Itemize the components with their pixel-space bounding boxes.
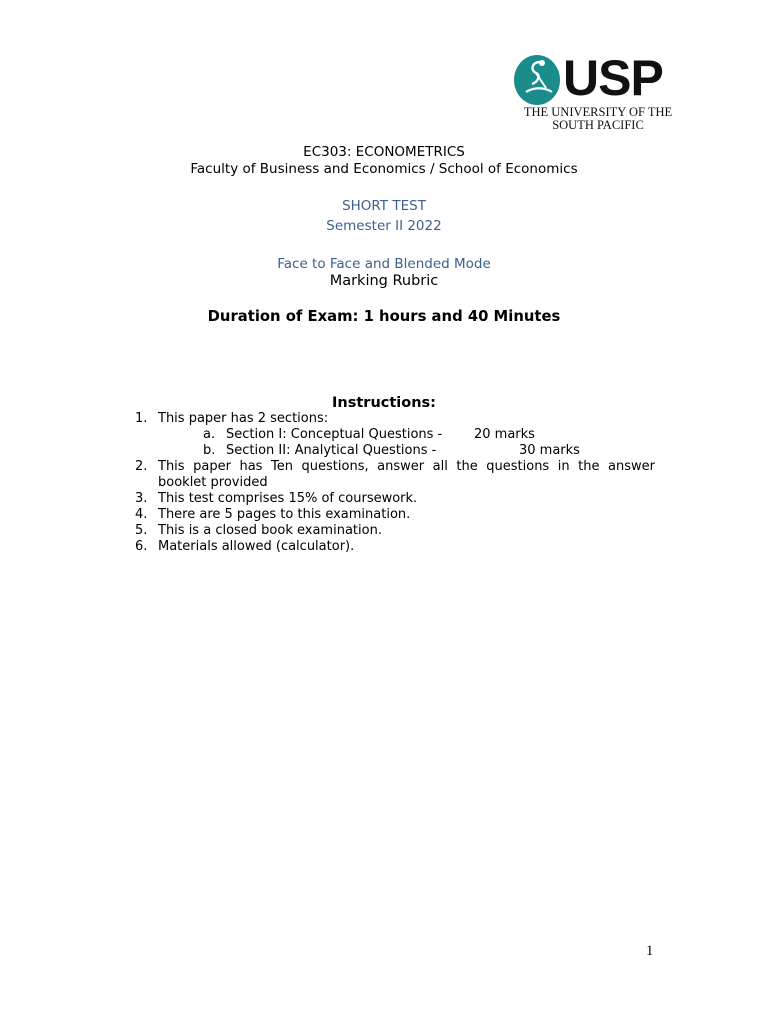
section-marks: 30 marks: [519, 443, 580, 458]
list-item-text: Materials allowed (calculator).: [158, 539, 355, 554]
list-item-text: booklet provided: [158, 475, 268, 490]
section-text: Section II: Analytical Questions -: [226, 443, 437, 458]
list-item-number: 3.: [135, 491, 148, 506]
page-number: 1: [646, 943, 654, 959]
section-marks: 20 marks: [474, 427, 535, 442]
exam-duration: Duration of Exam: 1 hours and 40 Minutes: [207, 308, 561, 325]
logo-wordmark: USP: [563, 50, 663, 106]
logo-subtitle: [514, 106, 682, 132]
usp-emblem-icon: [514, 54, 562, 106]
section-letter: b.: [203, 443, 216, 458]
list-item-text: This test comprises 15% of coursework.: [158, 491, 418, 506]
usp-logo: [514, 52, 684, 136]
list-item-number: 5.: [135, 523, 148, 538]
list-item-text: This paper has 2 sections:: [158, 411, 329, 426]
exam-mode: Face to Face and Blended Mode: [277, 256, 491, 272]
course-title: EC303: ECONOMETRICS: [303, 144, 465, 160]
list-item-text: There are 5 pages to this examination.: [158, 507, 411, 522]
instructions-heading: Instructions:: [332, 395, 436, 411]
list-item-text: This is a closed book examination.: [158, 523, 382, 538]
logo-subtitle-line2: SOUTH PACIFIC: [552, 118, 644, 132]
list-item-number: 1.: [135, 411, 148, 426]
list-item-number: 2.: [135, 459, 148, 474]
list-item-text: This paper has Ten questions, answer all the questions in the answer: [158, 459, 655, 474]
marking-rubric-label: Marking Rubric: [329, 273, 439, 289]
semester: Semester II 2022: [326, 218, 442, 234]
logo-subtitle-line1: THE UNIVERSITY OF THE: [523, 105, 673, 119]
section-text: Section I: Conceptual Questions -: [226, 427, 443, 442]
section-letter: a.: [203, 427, 216, 442]
list-item-number: 6.: [135, 539, 148, 554]
faculty-line: Faculty of Business and Economics / School of Economics: [190, 161, 578, 177]
list-item-number: 4.: [135, 507, 148, 522]
test-type: SHORT TEST: [342, 198, 426, 214]
